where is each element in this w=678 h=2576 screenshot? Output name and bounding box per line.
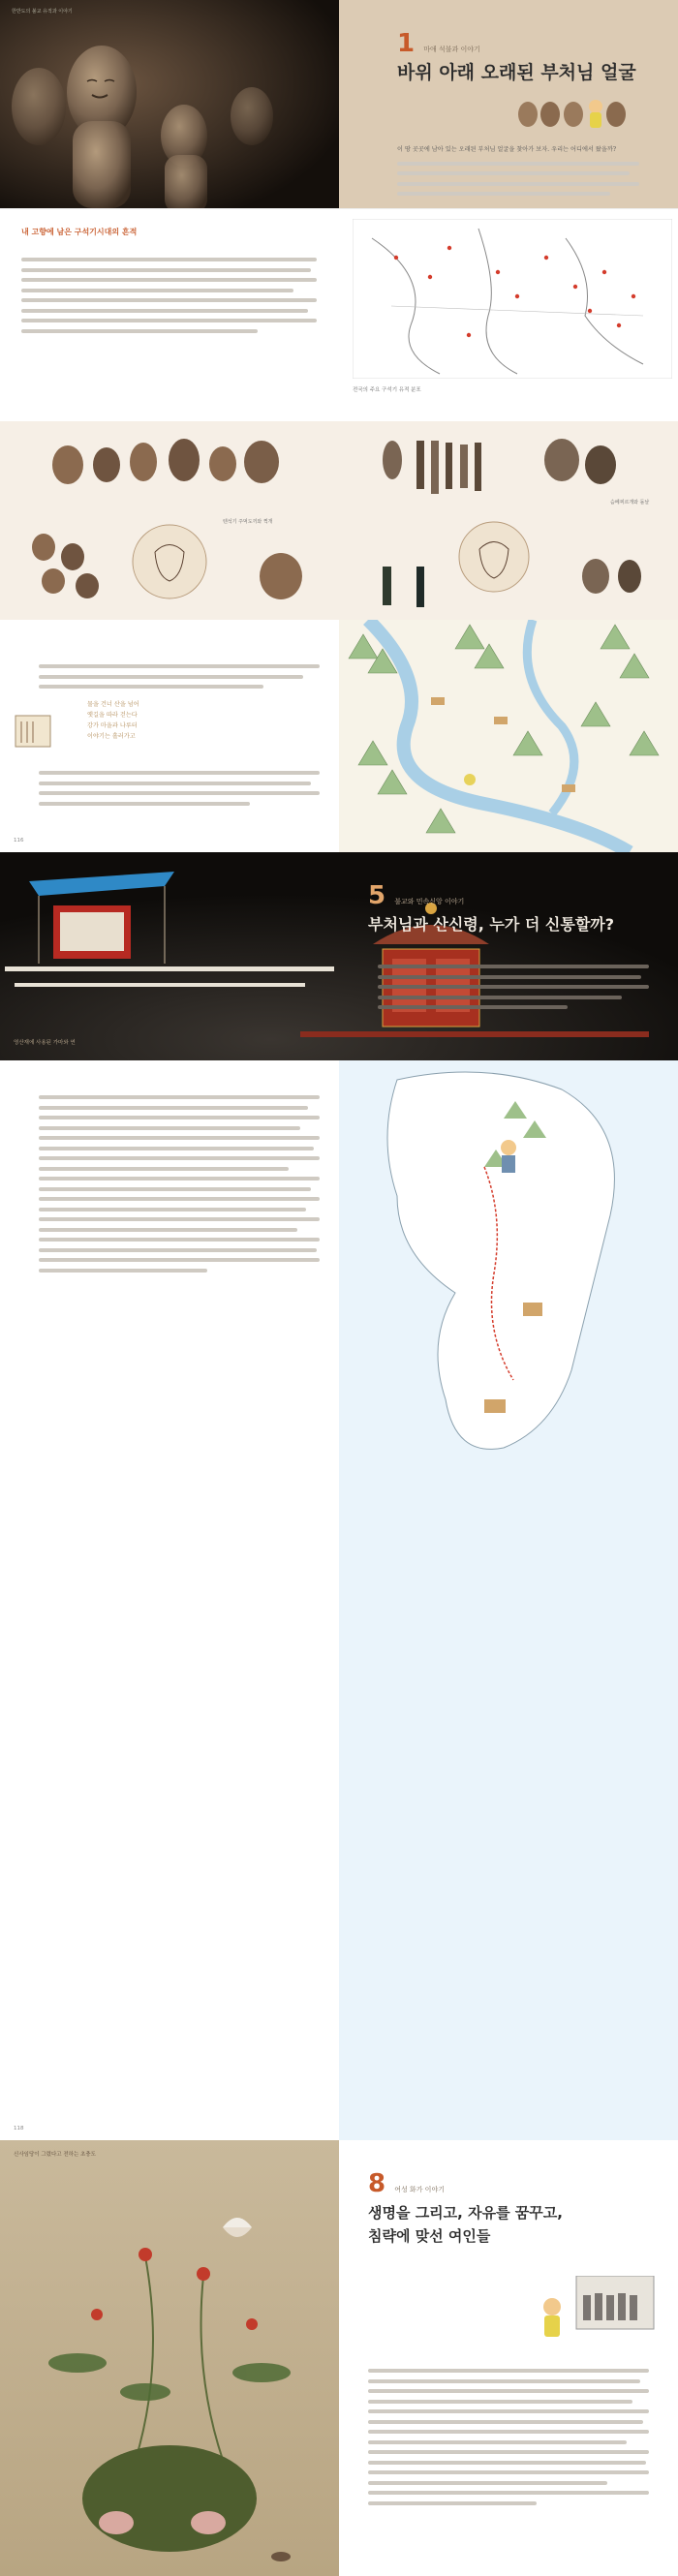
girl-and-photo-illustration (533, 2276, 659, 2344)
text-line (21, 319, 317, 322)
text-line (39, 1208, 306, 1211)
text-line (397, 162, 639, 166)
long-text-page (0, 1060, 339, 2140)
text-line (39, 1106, 308, 1110)
text-line (39, 1228, 297, 1232)
text-line (368, 2501, 537, 2505)
poem-block (87, 699, 281, 742)
text-line (21, 309, 308, 313)
text-line (39, 1187, 311, 1191)
stone-tools-photo-left (0, 421, 339, 620)
text-line (368, 2450, 649, 2454)
text-line (39, 791, 320, 795)
chapter-title: 부처님과 산신령, 누가 더 신통할까? (368, 915, 615, 934)
text-line (39, 1095, 320, 1099)
tools-caption-left: 뗀석기 주먹도끼와 찍개 (223, 519, 273, 525)
text-line (368, 2420, 643, 2424)
poem-line: 이야기는 흘러가고 (87, 733, 136, 740)
stone-buddha-photo (0, 0, 339, 208)
text-line (39, 771, 320, 775)
chapter-title: 바위 아래 오래된 부처님 얼굴 (397, 62, 636, 83)
text-line (39, 782, 311, 785)
map-caption: 전국의 주요 구석기 유적 분포 (353, 387, 421, 393)
korea-peninsula-map (339, 1060, 678, 2140)
text-line (39, 1156, 320, 1160)
chapter-subtitle: 여성 화가 이야기 (394, 2186, 445, 2193)
text-with-poem (0, 620, 339, 852)
chapter-subtitle: 불교와 민속신앙 이야기 (394, 898, 465, 905)
spread-paleolithic-sites (0, 208, 678, 421)
text-line (397, 182, 639, 186)
page-number: 116 (14, 838, 24, 843)
poem-line: 강가 마을과 나루터 (87, 722, 138, 729)
photo-stone-buddhas (0, 0, 339, 208)
site-distribution-map (353, 219, 672, 379)
text-line (378, 965, 649, 968)
chapter-number: 5 (368, 881, 386, 910)
insect-plant-painting (0, 2140, 339, 2576)
text-line (39, 675, 303, 679)
chapter-1-intro (339, 0, 678, 208)
chapter-subtitle: 마애 석불과 이야기 (423, 46, 480, 53)
text-line (39, 1116, 320, 1119)
text-line (368, 2440, 627, 2444)
page-number: 118 (14, 2126, 24, 2131)
spread-women-artists (0, 2140, 678, 2576)
section-heading: 내 고향에 남은 구석기시대의 흔적 (21, 228, 138, 236)
text-line (368, 2379, 640, 2383)
text-line (39, 1238, 320, 1242)
text-line (368, 2389, 649, 2393)
text-line (397, 192, 610, 196)
text-line (378, 985, 649, 989)
text-line (39, 1177, 320, 1181)
chapter-number: 1 (397, 29, 416, 58)
running-head: 한반도의 불교 유적과 이야기 (12, 9, 73, 15)
text-line (368, 2430, 649, 2434)
text-line (368, 2369, 649, 2373)
spread-stone-tools (0, 421, 678, 620)
text-line (368, 2409, 649, 2413)
text-line (397, 171, 630, 175)
poem-line: 물을 건너 산을 넘어 (87, 701, 139, 708)
painting-page (0, 2140, 339, 2576)
stone-tools-right (339, 421, 678, 620)
painting-caption: 신사임당이 그렸다고 전하는 초충도 (14, 2152, 96, 2158)
text-line (21, 278, 317, 282)
text-line (39, 1136, 320, 1140)
text-line (21, 268, 311, 272)
text-line (21, 258, 317, 261)
palanquin-caption: 영산재에 사용된 가마와 연 (14, 1040, 76, 1046)
text-line (368, 2400, 632, 2404)
text-line (39, 1147, 314, 1150)
text-line (21, 298, 317, 302)
text-line (368, 2481, 607, 2485)
text-line (39, 1217, 320, 1221)
chapter-5-heading (339, 852, 678, 1060)
spread-river-map (0, 620, 678, 852)
text-line (368, 2491, 649, 2495)
spread-korea-map (0, 1060, 678, 2140)
text-line (39, 1167, 289, 1171)
tools-caption-right: 슴베찌르개와 돌날 (610, 500, 650, 506)
text-line (378, 1005, 568, 1009)
spread-buddha-face (0, 0, 678, 208)
korea-illustrated-map (339, 1060, 678, 2140)
stone-tools-left (0, 421, 339, 620)
old-document-thumbnail (14, 712, 52, 751)
text-line (39, 1258, 320, 1262)
spread-palanquin (0, 852, 678, 1060)
text-line (21, 289, 293, 292)
text-line (378, 975, 641, 979)
text-line (39, 1269, 207, 1273)
river-landscape-map (339, 620, 678, 852)
chapter-number: 8 (368, 2169, 386, 2198)
text-line (368, 2461, 646, 2465)
body-first-line: 이 땅 곳곳에 남아 있는 오래된 부처님 얼굴을 찾아가 보자. 우리는 어디에서 왔을까? (397, 146, 617, 153)
section-text (0, 209, 339, 421)
chapter-title-line-1: 생명을 그리고, 자유를 꿈꾸고, (368, 2204, 563, 2222)
poem-line: 옛길을 따라 걷는다 (87, 712, 138, 719)
text-line (39, 1197, 320, 1201)
illustration-buddha-figures (513, 93, 630, 132)
chapter-title-line-2: 침략에 맞선 여인들 (368, 2227, 491, 2245)
text-line (39, 1126, 300, 1130)
chapter-8-intro (339, 2140, 678, 2576)
stone-tools-photo-right (339, 421, 678, 620)
illustrated-river-map (339, 620, 678, 852)
text-line (39, 664, 320, 668)
text-line (39, 802, 250, 806)
text-line (21, 329, 258, 333)
text-line (39, 1248, 317, 1252)
text-line (378, 996, 622, 999)
site-map-panel (339, 209, 678, 421)
text-line (39, 685, 263, 689)
text-line (368, 2470, 649, 2474)
